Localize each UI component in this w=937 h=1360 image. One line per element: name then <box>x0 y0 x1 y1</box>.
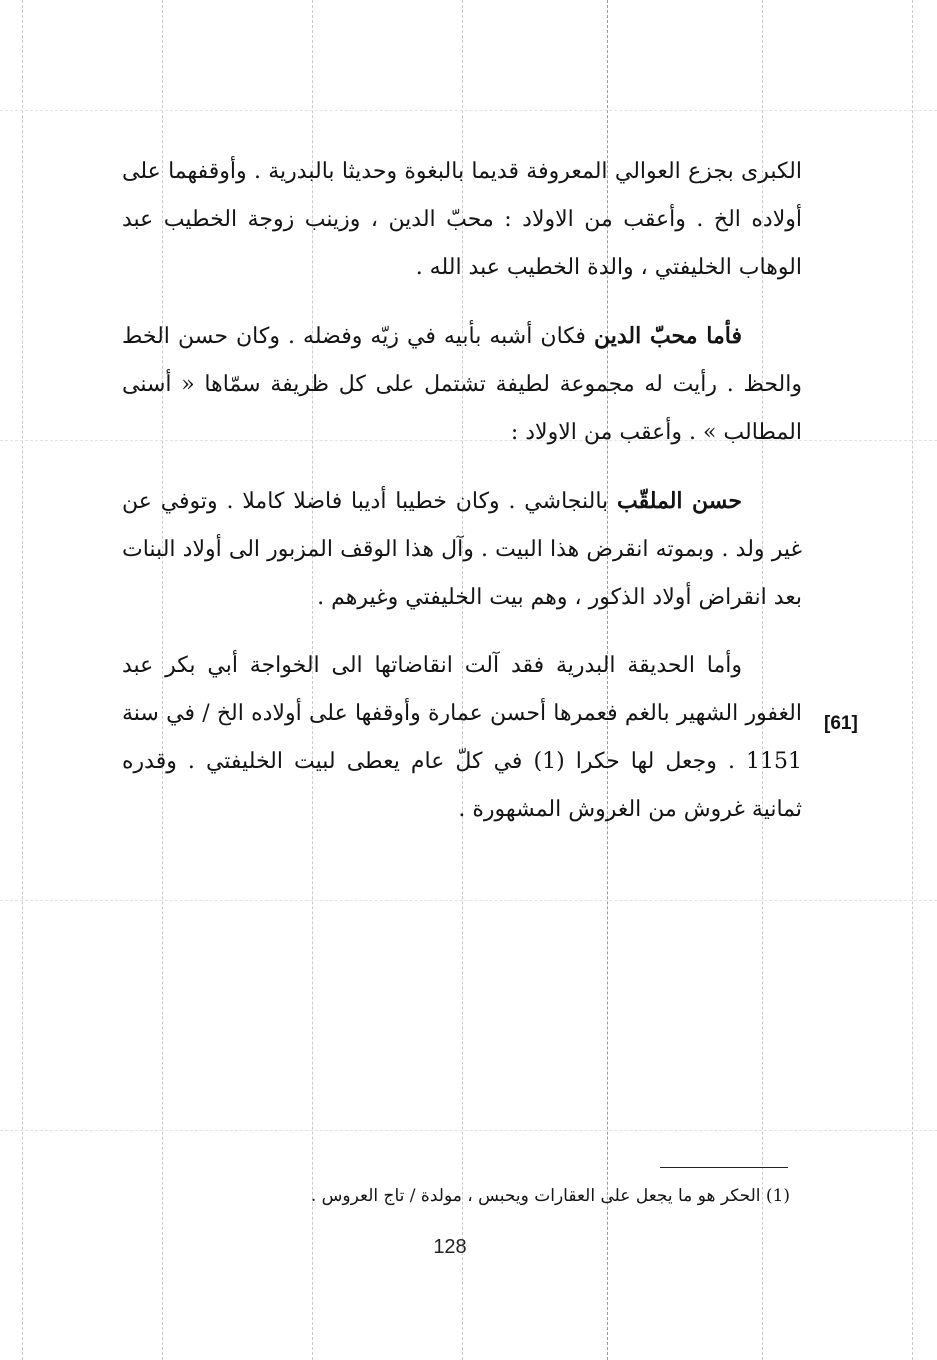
scan-ruling <box>22 0 23 1360</box>
main-text <box>122 148 802 854</box>
paragraph <box>122 312 802 457</box>
footnote-divider <box>660 1167 788 1168</box>
paragraph: الكبرى بجزع العوالي المعروفة قديما بالبغوة وحديثا بالبدرية . وأوقفهما على أولاده الخ . وأعقب من الاولاد : محبّ الدين ، وزينب زوجة الخطيب عبد الوهاب الخليفتي ، والدة الخطيب عبد الله . <box>122 159 802 280</box>
page-number: 128 <box>433 1236 467 1258</box>
paragraph-text: فكان أشبه بأبيه في زيّه وفضله . وكان حسن الخط والحظ . رأيت له مجموعة لطيفة تشتمل على كل ظريفة سمّاها « أسنى المطالب » . وأعقب من الاولاد : <box>122 324 802 445</box>
paragraph-heading-name: فأما محبّ الدين <box>594 323 742 349</box>
paragraph-text: بالنجاشي . وكان خطيبا أديبا فاضلا كاملا . وتوفي عن غير ولد . وبموته انقرض هذا البيت . وآل هذا الوقف المزبور الى أولاد البنات بعد انقراض أولاد الذكور ، وهم بيت الخليفتي وغيرهم . <box>122 489 802 610</box>
paragraph-heading-name: حسن الملقّب <box>616 488 742 514</box>
scan-ruling <box>912 0 913 1360</box>
scan-ruling <box>0 110 937 111</box>
scan-ruling <box>0 1130 937 1131</box>
paragraph: وأما الحديقة البدرية فقد آلت انقاضاتها الى الخواجة أبي بكر عبد الغفور الشهير بالغم فعمرها أحسن عمارة وأوقفها على أولاده الخ / في سنة 1151 . وجعل لها حكرا (1) في كلّ عام يعطى لبيت الخليفتي . وقدره ثمانية غروش من الغروش المشهورة . <box>122 653 802 822</box>
scan-ruling <box>0 900 937 901</box>
margin-page-reference: [61] <box>824 713 858 734</box>
paragraph <box>122 477 802 622</box>
footnote: (1) الحكر هو ما يجعل على العقارات ويحبس ، مولدة / تاج العروس . <box>310 1186 790 1206</box>
